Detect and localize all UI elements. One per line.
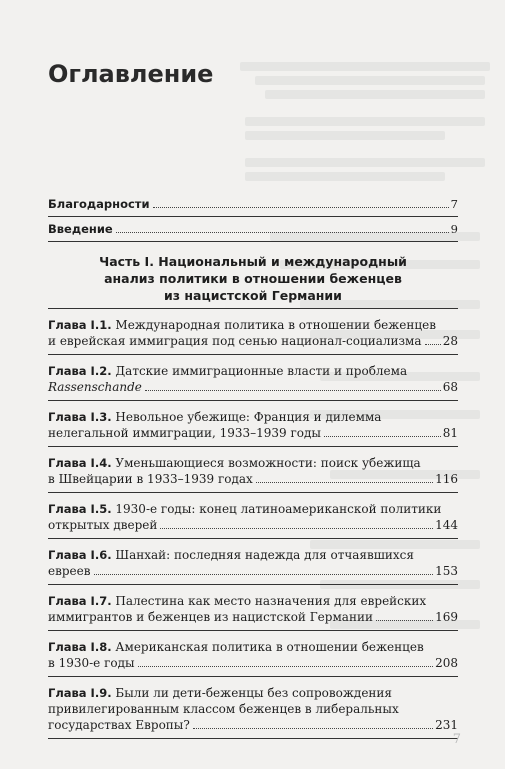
leader-dots	[376, 619, 433, 621]
chapter-title-text: евреев	[48, 564, 91, 578]
chapter-title-line	[48, 363, 458, 379]
chapter-title-text: Уменьшающиеся возможности: поиск убежища	[115, 456, 421, 470]
chapter-page: 81	[442, 426, 458, 440]
chapter-page: 116	[435, 472, 458, 486]
chapter-title-line	[48, 609, 458, 625]
chapter-title-line	[48, 655, 458, 671]
divider	[48, 446, 458, 447]
chapter-number: Глава I.9.	[48, 686, 112, 700]
chapter-title-text: привилегированным классом беженцев в либеральных	[48, 702, 399, 716]
toc-chapter-entry	[48, 593, 458, 631]
chapter-title-text: Шанхай: последняя надежда для отчаявшихся	[115, 548, 414, 562]
chapter-title-line	[48, 685, 458, 701]
chapter-number: Глава I.3.	[48, 410, 112, 424]
divider	[48, 400, 458, 401]
chapter-title-text: открытых дверей	[48, 518, 158, 532]
leader-dots	[116, 231, 449, 233]
chapter-title-text: Палестина как место назначения для еврейских	[115, 594, 427, 608]
page-number: 7	[452, 732, 461, 747]
chapter-number: Глава I.4.	[48, 456, 112, 470]
chapter-page: 208	[435, 656, 458, 670]
toc-chapter-entry	[48, 455, 458, 493]
chapter-title-line	[48, 455, 458, 471]
chapter-title-text: иммигрантов и беженцев из нацистской Германии	[48, 610, 373, 624]
chapter-title-line	[48, 593, 458, 609]
divider	[48, 216, 458, 217]
toc-chapter-entry	[48, 409, 458, 447]
chapter-number: Глава I.5.	[48, 502, 112, 516]
toc-chapter-entry	[48, 639, 458, 677]
chapter-title-line	[48, 317, 458, 333]
toc-chapter-entry	[48, 685, 458, 739]
chapter-number: Глава I.8.	[48, 640, 112, 654]
chapter-title-line	[48, 563, 458, 579]
leader-dots	[153, 206, 449, 208]
chapter-title-line	[48, 701, 458, 717]
chapter-title-text: 1930-е годы: конец латиноамериканской политики	[115, 502, 442, 516]
chapter-number: Глава I.6.	[48, 548, 112, 562]
leader-dots	[193, 727, 433, 729]
part-heading	[48, 253, 458, 304]
chapter-page: 153	[435, 564, 458, 578]
chapter-page: 144	[435, 518, 458, 532]
chapter-title-line	[48, 333, 458, 349]
leader-dots	[324, 435, 441, 437]
leader-dots	[138, 665, 434, 667]
toc-chapter-entry	[48, 317, 458, 355]
chapter-page: 169	[435, 610, 458, 624]
chapter-number: Глава I.1.	[48, 318, 112, 332]
divider	[48, 538, 458, 539]
part-heading-line: Часть I. Национальный и международный	[99, 254, 407, 269]
chapter-page: 68	[442, 380, 458, 394]
chapter-page: 28	[442, 334, 458, 348]
chapter-title-line	[48, 639, 458, 655]
chapter-page: 231	[435, 718, 458, 732]
divider	[48, 308, 458, 309]
chapter-title-text: нелегальной иммиграции, 1933–1939 годы	[48, 426, 321, 440]
chapter-title-line	[48, 425, 458, 441]
divider	[48, 738, 458, 739]
chapter-title-text: в Швейцарии в 1933–1939 годах	[48, 472, 253, 486]
toc-entry-page: 9	[450, 222, 458, 236]
chapter-list	[48, 317, 458, 739]
divider	[48, 584, 458, 585]
part-heading-line: анализ политики в отношении беженцев	[104, 271, 402, 286]
leader-dots	[160, 527, 433, 529]
toc-chapter-entry	[48, 363, 458, 401]
chapter-title-line	[48, 471, 458, 487]
divider	[48, 241, 458, 242]
toc-entry-acknowledgements	[48, 196, 458, 212]
toc-entry-page: 7	[450, 197, 458, 211]
chapter-title-text: в 1930-е годы	[48, 656, 135, 670]
page-title: Оглавление	[48, 60, 214, 88]
toc-entry-introduction	[48, 221, 458, 237]
chapter-title-text: Были ли дети-беженцы без сопровождения	[115, 686, 392, 700]
leader-dots	[145, 389, 441, 391]
chapter-title-text: Rassenschande	[48, 380, 142, 394]
chapter-title-line	[48, 547, 458, 563]
chapter-title-text: Невольное убежище: Франция и дилемма	[115, 410, 382, 424]
chapter-title-text: Датские иммиграционные власти и проблема	[115, 364, 408, 378]
chapter-title-line	[48, 501, 458, 517]
chapter-title-text: Американская политика в отношении беженцев	[115, 640, 424, 654]
chapter-number: Глава I.2.	[48, 364, 112, 378]
table-of-contents	[48, 196, 458, 739]
toc-chapter-entry	[48, 501, 458, 539]
toc-chapter-entry	[48, 547, 458, 585]
chapter-title-line	[48, 379, 458, 395]
chapter-title-text: государствах Европы?	[48, 718, 190, 732]
chapter-title-text: Международная политика в отношении беженцев	[115, 318, 436, 332]
divider	[48, 492, 458, 493]
chapter-title-line	[48, 517, 458, 533]
leader-dots	[425, 343, 441, 345]
part-heading-line: из нацистской Германии	[164, 288, 342, 303]
toc-entry-label: Введение	[48, 222, 113, 236]
chapter-number: Глава I.7.	[48, 594, 112, 608]
leader-dots	[256, 481, 433, 483]
chapter-title-line	[48, 409, 458, 425]
divider	[48, 630, 458, 631]
divider	[48, 354, 458, 355]
chapter-title-line	[48, 717, 458, 733]
toc-entry-label: Благодарности	[48, 197, 150, 211]
chapter-title-text: и еврейская иммиграция под сенью национал-социализма	[48, 334, 422, 348]
leader-dots	[94, 573, 434, 575]
divider	[48, 676, 458, 677]
